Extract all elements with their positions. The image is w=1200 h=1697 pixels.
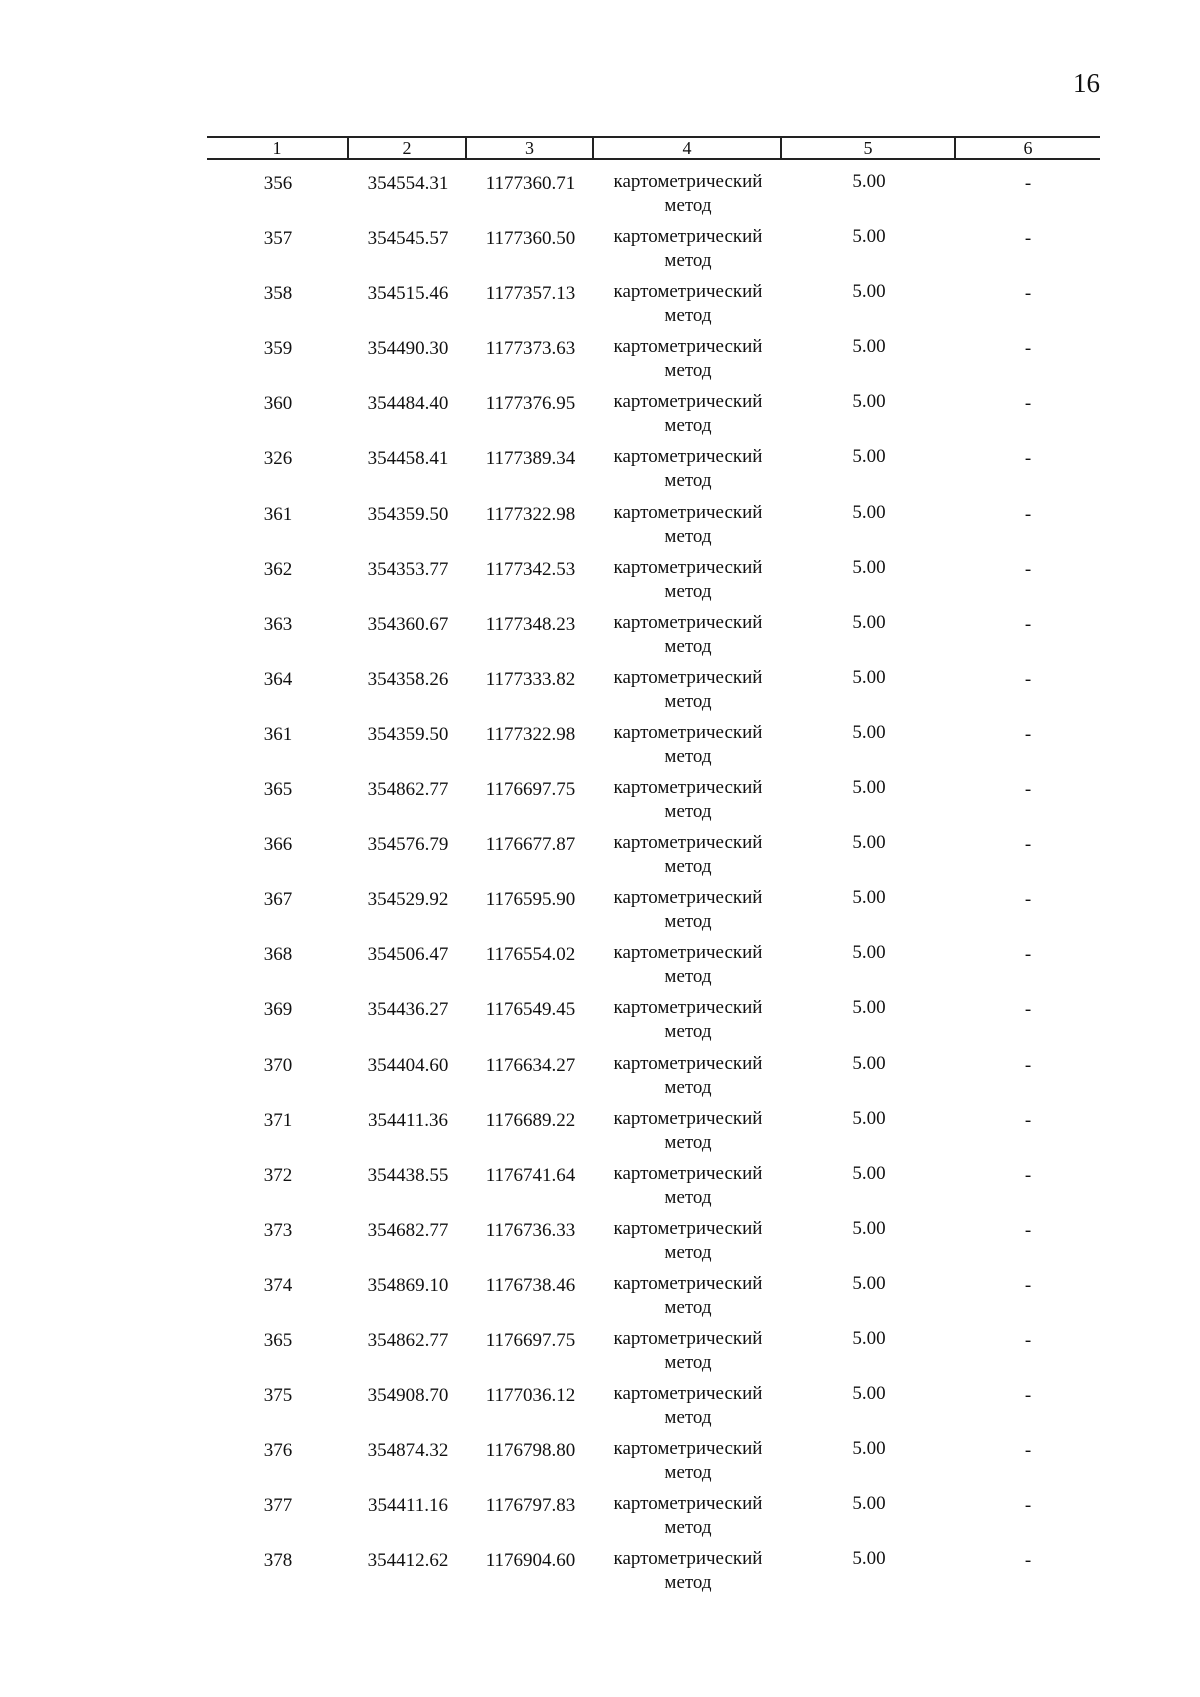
point-number: 369	[263, 999, 293, 1021]
accuracy-value: 5.00	[852, 391, 886, 413]
accuracy-value: 5.00	[852, 171, 886, 192]
method-line-2: метод	[664, 1572, 712, 1594]
method-line-1: картометрический	[613, 887, 763, 909]
accuracy-value: 5.00	[852, 556, 886, 578]
accuracy-value: 5.00	[852, 1272, 886, 1294]
table-body	[207, 170, 1100, 1602]
table-row	[207, 390, 1100, 445]
method-cell	[594, 776, 782, 824]
coord-x: 354908.70	[367, 1385, 449, 1407]
description-value: -	[1024, 1495, 1032, 1517]
point-number: 377	[263, 1495, 293, 1517]
method-line-2: метод	[664, 911, 712, 933]
accuracy-value: 5.00	[852, 1217, 886, 1239]
coord-x: 354874.32	[367, 1440, 449, 1462]
table-row	[207, 941, 1100, 996]
point-number: 364	[263, 668, 293, 690]
method-line-2: метод	[664, 580, 712, 602]
coord-y: 1177348.23	[485, 613, 576, 635]
description-value: -	[1024, 889, 1032, 911]
description-value: -	[1024, 944, 1032, 966]
coord-y: 1176549.45	[485, 999, 576, 1021]
method-cell	[594, 1272, 782, 1320]
table-row	[207, 445, 1100, 500]
method-line-1: картометрический	[613, 1383, 763, 1405]
coord-y: 1176798.80	[485, 1440, 576, 1462]
point-number: 367	[263, 889, 293, 911]
accuracy-value: 5.00	[852, 1383, 886, 1405]
method-cell	[594, 611, 782, 659]
method-line-2: метод	[664, 525, 712, 547]
method-cell	[594, 666, 782, 714]
method-line-1: картометрический	[613, 721, 763, 743]
accuracy-value: 5.00	[852, 942, 886, 964]
method-cell	[594, 335, 782, 383]
accuracy-value: 5.00	[852, 1327, 886, 1349]
table-row	[207, 666, 1100, 721]
coord-x: 354411.36	[367, 1109, 449, 1131]
method-cell	[594, 1547, 782, 1595]
coord-x: 354360.67	[367, 613, 449, 635]
method-cell	[594, 1162, 782, 1210]
table-row	[207, 1437, 1100, 1492]
point-number: 356	[263, 173, 293, 194]
coord-x: 354438.55	[367, 1164, 449, 1186]
method-line-2: метод	[664, 966, 712, 988]
method-line-1: картометрический	[613, 281, 763, 303]
coord-y: 1177389.34	[485, 448, 576, 470]
coord-x: 354359.50	[367, 503, 449, 525]
coord-x: 354412.62	[367, 1550, 449, 1572]
table-row	[207, 225, 1100, 280]
point-number: 363	[263, 613, 293, 635]
coord-y: 1176738.46	[485, 1274, 576, 1296]
coord-x: 354484.40	[367, 393, 449, 415]
accuracy-value: 5.00	[852, 1493, 886, 1515]
method-line-2: метод	[664, 1076, 712, 1098]
coord-x: 354554.31	[367, 173, 449, 194]
coord-y: 1176595.90	[485, 889, 576, 911]
method-line-1: картометрический	[613, 832, 763, 854]
point-number: 365	[263, 1329, 293, 1351]
coord-x: 354404.60	[367, 1054, 449, 1076]
table-row	[207, 831, 1100, 886]
description-value: -	[1024, 338, 1032, 360]
point-number: 371	[263, 1109, 293, 1131]
method-line-1: картометрический	[613, 336, 763, 358]
method-line-1: картометрический	[613, 226, 763, 248]
accuracy-value: 5.00	[852, 997, 886, 1019]
table-row	[207, 1052, 1100, 1107]
point-number: 378	[263, 1550, 293, 1572]
description-value: -	[1024, 1550, 1032, 1572]
method-line-2: метод	[664, 1407, 712, 1429]
method-line-2: метод	[664, 1351, 712, 1373]
method-line-1: картометрический	[613, 611, 763, 633]
table-row	[207, 170, 1100, 225]
table-row	[207, 335, 1100, 390]
table-row	[207, 1382, 1100, 1437]
point-number: 376	[263, 1440, 293, 1462]
accuracy-value: 5.00	[852, 1162, 886, 1184]
method-cell	[594, 831, 782, 879]
method-cell	[594, 1327, 782, 1375]
accuracy-value: 5.00	[852, 1052, 886, 1074]
table-row	[207, 501, 1100, 556]
point-number: 362	[263, 558, 293, 580]
coord-x: 354862.77	[367, 1329, 449, 1351]
accuracy-value: 5.00	[852, 721, 886, 743]
method-cell	[594, 170, 782, 218]
point-number: 365	[263, 779, 293, 801]
coord-y: 1176736.33	[485, 1219, 576, 1241]
accuracy-value: 5.00	[852, 666, 886, 688]
coord-y: 1176697.75	[485, 779, 576, 801]
point-number: 359	[263, 338, 293, 360]
coord-y: 1176689.22	[485, 1109, 576, 1131]
column-header-1: 1	[207, 138, 349, 158]
method-line-1: картометрический	[613, 1162, 763, 1184]
accuracy-value: 5.00	[852, 336, 886, 358]
description-value: -	[1024, 283, 1032, 305]
method-line-2: метод	[664, 1296, 712, 1318]
coord-y: 1177342.53	[485, 558, 576, 580]
point-number: 375	[263, 1385, 293, 1407]
method-cell	[594, 1492, 782, 1540]
coord-y: 1177036.12	[485, 1385, 576, 1407]
table-row	[207, 1272, 1100, 1327]
method-line-1: картометрический	[613, 1217, 763, 1239]
method-line-2: метод	[664, 801, 712, 823]
method-line-2: метод	[664, 470, 712, 492]
method-cell	[594, 501, 782, 549]
column-header-6: 6	[1023, 138, 1033, 158]
table-row	[207, 611, 1100, 666]
coord-y: 1177360.50	[485, 228, 576, 250]
coord-x: 354436.27	[367, 999, 449, 1021]
method-line-2: метод	[664, 690, 712, 712]
method-cell	[594, 556, 782, 604]
description-value: -	[1024, 1109, 1032, 1131]
accuracy-value: 5.00	[852, 281, 886, 303]
description-value: -	[1024, 1164, 1032, 1186]
point-number: 358	[263, 283, 293, 305]
method-line-1: картометрический	[613, 1107, 763, 1129]
method-cell	[594, 886, 782, 934]
coord-y: 1177333.82	[485, 668, 576, 690]
method-cell	[594, 996, 782, 1044]
method-line-2: метод	[664, 415, 712, 437]
method-cell	[594, 941, 782, 989]
accuracy-value: 5.00	[852, 1107, 886, 1129]
table-row	[207, 721, 1100, 776]
method-line-1: картометрический	[613, 1493, 763, 1515]
point-number: 360	[263, 393, 293, 415]
point-number: 361	[263, 723, 293, 745]
method-line-2: метод	[664, 745, 712, 767]
coord-y: 1176554.02	[485, 944, 576, 966]
method-line-2: метод	[664, 1517, 712, 1539]
accuracy-value: 5.00	[852, 226, 886, 248]
description-value: -	[1024, 613, 1032, 635]
coord-x: 354869.10	[367, 1274, 449, 1296]
point-number: 374	[263, 1274, 293, 1296]
coord-y: 1176697.75	[485, 1329, 576, 1351]
table-row	[207, 556, 1100, 611]
description-value: -	[1024, 503, 1032, 525]
method-line-2: метод	[664, 1241, 712, 1263]
method-line-2: метод	[664, 250, 712, 272]
coord-y: 1176677.87	[485, 834, 576, 856]
accuracy-value: 5.00	[852, 1548, 886, 1570]
method-line-2: метод	[664, 856, 712, 878]
point-number: 366	[263, 834, 293, 856]
table-row	[207, 776, 1100, 831]
method-line-1: картометрический	[613, 391, 763, 413]
coord-x: 354411.16	[367, 1495, 449, 1517]
method-cell	[594, 225, 782, 273]
point-number: 372	[263, 1164, 293, 1186]
point-number: 326	[263, 448, 293, 470]
method-line-2: метод	[664, 1131, 712, 1153]
description-value: -	[1024, 1329, 1032, 1351]
coord-x: 354358.26	[367, 668, 449, 690]
method-line-2: метод	[664, 1462, 712, 1484]
table-row	[207, 280, 1100, 335]
description-value: -	[1024, 1274, 1032, 1296]
method-line-1: картометрический	[613, 501, 763, 523]
coord-y: 1177373.63	[485, 338, 576, 360]
method-line-1: картометрический	[613, 446, 763, 468]
table-row	[207, 1217, 1100, 1272]
accuracy-value: 5.00	[852, 501, 886, 523]
method-line-1: картометрический	[613, 997, 763, 1019]
coord-x: 354515.46	[367, 283, 449, 305]
page-number: 16	[1073, 68, 1100, 98]
method-line-1: картометрический	[613, 1438, 763, 1460]
method-line-2: метод	[664, 305, 712, 327]
coord-y: 1177376.95	[485, 393, 576, 415]
description-value: -	[1024, 723, 1032, 745]
coord-y: 1177360.71	[485, 173, 576, 194]
method-line-2: метод	[664, 360, 712, 382]
method-cell	[594, 1382, 782, 1430]
description-value: -	[1024, 668, 1032, 690]
description-value: -	[1024, 1219, 1032, 1241]
table-row	[207, 1107, 1100, 1162]
coordinates-table	[207, 136, 1100, 1602]
accuracy-value: 5.00	[852, 777, 886, 799]
method-line-1: картометрический	[613, 777, 763, 799]
table-row	[207, 1162, 1100, 1217]
method-line-1: картометрический	[613, 1272, 763, 1294]
column-header-3: 3	[467, 138, 594, 158]
coord-y: 1176904.60	[485, 1550, 576, 1572]
method-cell	[594, 280, 782, 328]
coord-x: 354862.77	[367, 779, 449, 801]
coord-x: 354353.77	[367, 558, 449, 580]
description-value: -	[1024, 448, 1032, 470]
coord-y: 1177322.98	[485, 723, 576, 745]
table-row	[207, 1327, 1100, 1382]
coord-x: 354359.50	[367, 723, 449, 745]
method-line-1: картометрический	[613, 1548, 763, 1570]
method-line-2: метод	[664, 1186, 712, 1208]
table-header-row	[207, 136, 1100, 160]
coord-y: 1176741.64	[485, 1164, 576, 1186]
method-line-2: метод	[664, 195, 712, 216]
method-line-2: метод	[664, 1021, 712, 1043]
description-value: -	[1024, 999, 1032, 1021]
method-cell	[594, 445, 782, 493]
table-row	[207, 996, 1100, 1051]
description-value: -	[1024, 228, 1032, 250]
method-line-1: картометрический	[613, 666, 763, 688]
method-line-1: картометрический	[613, 942, 763, 964]
method-cell	[594, 1107, 782, 1155]
coord-x: 354545.57	[367, 228, 449, 250]
method-line-1: картометрический	[613, 556, 763, 578]
table-row	[207, 886, 1100, 941]
coord-x: 354490.30	[367, 338, 449, 360]
coord-y: 1176797.83	[485, 1495, 576, 1517]
column-header-5: 5	[782, 138, 956, 158]
accuracy-value: 5.00	[852, 887, 886, 909]
coord-x: 354458.41	[367, 448, 449, 470]
point-number: 357	[263, 228, 293, 250]
point-number: 361	[263, 503, 293, 525]
accuracy-value: 5.00	[852, 1438, 886, 1460]
table-row	[207, 1547, 1100, 1602]
coord-x: 354506.47	[367, 944, 449, 966]
method-cell	[594, 1217, 782, 1265]
table-row	[207, 1492, 1100, 1547]
method-cell	[594, 390, 782, 438]
method-cell	[594, 721, 782, 769]
coord-x: 354529.92	[367, 889, 449, 911]
description-value: -	[1024, 558, 1032, 580]
description-value: -	[1024, 1054, 1032, 1076]
coord-y: 1177357.13	[485, 283, 576, 305]
description-value: -	[1024, 779, 1032, 801]
method-line-1: картометрический	[613, 1052, 763, 1074]
accuracy-value: 5.00	[852, 446, 886, 468]
accuracy-value: 5.00	[852, 832, 886, 854]
point-number: 373	[263, 1219, 293, 1241]
description-value: -	[1024, 1440, 1032, 1462]
column-header-4: 4	[594, 138, 782, 158]
description-value: -	[1024, 393, 1032, 415]
description-value: -	[1024, 173, 1032, 194]
method-line-1: картометрический	[613, 171, 763, 192]
method-cell	[594, 1052, 782, 1100]
method-line-2: метод	[664, 635, 712, 657]
column-header-2: 2	[349, 138, 467, 158]
method-cell	[594, 1437, 782, 1485]
coord-x: 354682.77	[367, 1219, 449, 1241]
point-number: 368	[263, 944, 293, 966]
coord-y: 1176634.27	[485, 1054, 576, 1076]
coord-x: 354576.79	[367, 834, 449, 856]
description-value: -	[1024, 1385, 1032, 1407]
point-number: 370	[263, 1054, 293, 1076]
method-line-1: картометрический	[613, 1327, 763, 1349]
coord-y: 1177322.98	[485, 503, 576, 525]
description-value: -	[1024, 834, 1032, 856]
accuracy-value: 5.00	[852, 611, 886, 633]
